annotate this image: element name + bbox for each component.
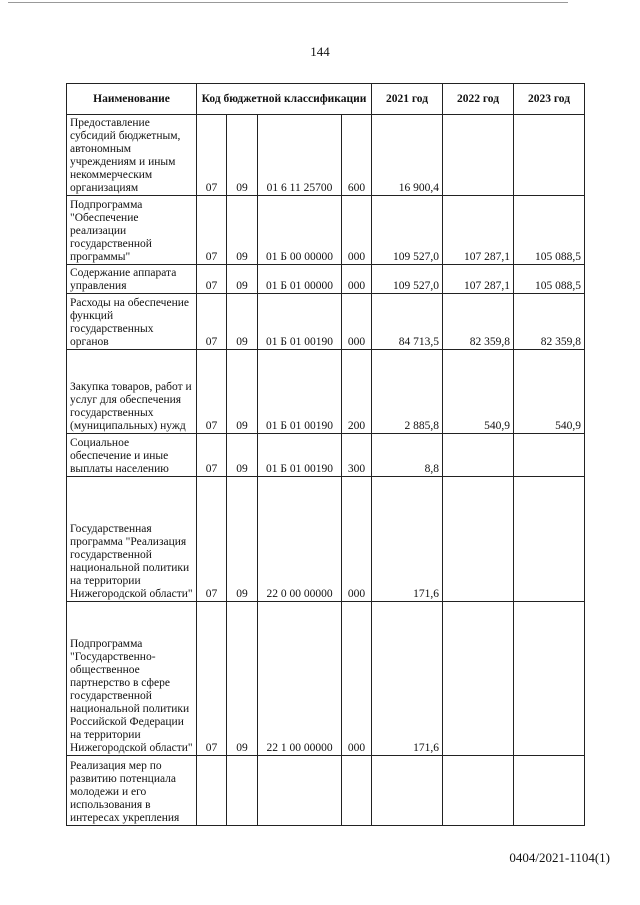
page-number: 144 [310,44,330,59]
row-name: Социальное обеспечение и иные выплаты населению [67,434,197,477]
row-name: Закупка товаров, работ и услуг для обеспечения государственных (муниципальных) нужд [67,350,197,434]
row-value-2022: 82 359,8 [443,294,514,350]
header-name: Наименование [67,84,197,115]
row-subsection: 09 [227,196,258,265]
row-name: Подпрограмма "Государственно-общественное партнерство в сфере государственной национальной политики Российской Федерации на территории Нижегородской области" [67,602,197,756]
row-value-2023: 82 359,8 [514,294,585,350]
row-target-article: 01 Б 01 00190 [258,434,342,477]
table-row [67,350,585,434]
header-2021: 2021 год [372,84,443,115]
row-subsection: 09 [227,602,258,756]
row-name: Реализация мер по развитию потенциала молодежи и его использования в интересах укрепления [67,756,197,826]
row-target-article: 22 0 00 00000 [258,477,342,602]
row-value-2021: 109 527,0 [372,265,443,294]
row-section: 07 [197,115,227,196]
row-subsection: 09 [227,265,258,294]
row-section [197,756,227,826]
row-section: 07 [197,196,227,265]
table-row [67,265,585,294]
table-row [67,115,585,196]
row-value-2021: 84 713,5 [372,294,443,350]
row-section: 07 [197,265,227,294]
row-expense-type: 000 [342,602,372,756]
row-expense-type [342,756,372,826]
row-name: Государственная программа "Реализация государственной национальной политики на территории Нижегородской области" [67,477,197,602]
row-subsection: 09 [227,477,258,602]
row-target-article: 01 Б 01 00000 [258,265,342,294]
row-section: 07 [197,294,227,350]
row-target-article: 01 6 11 25700 [258,115,342,196]
row-target-article: 01 Б 00 00000 [258,196,342,265]
row-name: Подпрограмма "Обеспечение реализации государственной программы" [67,196,197,265]
row-value-2022: 107 287,1 [443,265,514,294]
row-section: 07 [197,477,227,602]
row-section: 07 [197,602,227,756]
table-header-row [67,84,585,115]
top-border-line [8,2,568,3]
row-target-article [258,756,342,826]
row-value-2021: 8,8 [372,434,443,477]
row-value-2021 [372,756,443,826]
table-row [67,477,585,602]
row-expense-type: 200 [342,350,372,434]
row-value-2022 [443,115,514,196]
row-value-2021: 16 900,4 [372,115,443,196]
header-2023: 2023 год [514,84,585,115]
row-subsection: 09 [227,115,258,196]
table-row [67,196,585,265]
row-value-2023 [514,434,585,477]
row-expense-type: 600 [342,115,372,196]
row-value-2023 [514,602,585,756]
row-section: 07 [197,434,227,477]
row-expense-type: 000 [342,477,372,602]
row-subsection [227,756,258,826]
row-expense-type: 000 [342,265,372,294]
row-value-2023 [514,115,585,196]
row-value-2023: 105 088,5 [514,265,585,294]
document-registration-code: 0404/2021-1104(1) [509,850,610,865]
row-target-article: 22 1 00 00000 [258,602,342,756]
row-name: Содержание аппарата управления [67,265,197,294]
row-expense-type: 000 [342,294,372,350]
row-value-2022 [443,434,514,477]
row-name: Расходы на обеспечение функций государственных органов [67,294,197,350]
row-value-2022 [443,477,514,602]
row-value-2022: 540,9 [443,350,514,434]
row-value-2023: 105 088,5 [514,196,585,265]
table-row [67,602,585,756]
header-2022: 2022 год [443,84,514,115]
budget-table [66,83,585,826]
row-value-2021: 109 527,0 [372,196,443,265]
row-value-2023: 540,9 [514,350,585,434]
table-row [67,434,585,477]
row-expense-type: 300 [342,434,372,477]
row-value-2022 [443,756,514,826]
row-target-article: 01 Б 01 00190 [258,350,342,434]
row-value-2021: 171,6 [372,477,443,602]
row-name: Предоставление субсидий бюджетным, автономным учреждениям и иным некоммерческим организациям [67,115,197,196]
row-subsection: 09 [227,294,258,350]
row-value-2021: 2 885,8 [372,350,443,434]
row-value-2022 [443,602,514,756]
table-row [67,756,585,826]
table-row [67,294,585,350]
row-value-2021: 171,6 [372,602,443,756]
row-expense-type: 000 [342,196,372,265]
row-subsection: 09 [227,434,258,477]
row-target-article: 01 Б 01 00190 [258,294,342,350]
row-value-2023 [514,477,585,602]
header-code: Код бюджетной классификации [197,84,372,115]
row-value-2022: 107 287,1 [443,196,514,265]
row-value-2023 [514,756,585,826]
row-subsection: 09 [227,350,258,434]
row-section: 07 [197,350,227,434]
